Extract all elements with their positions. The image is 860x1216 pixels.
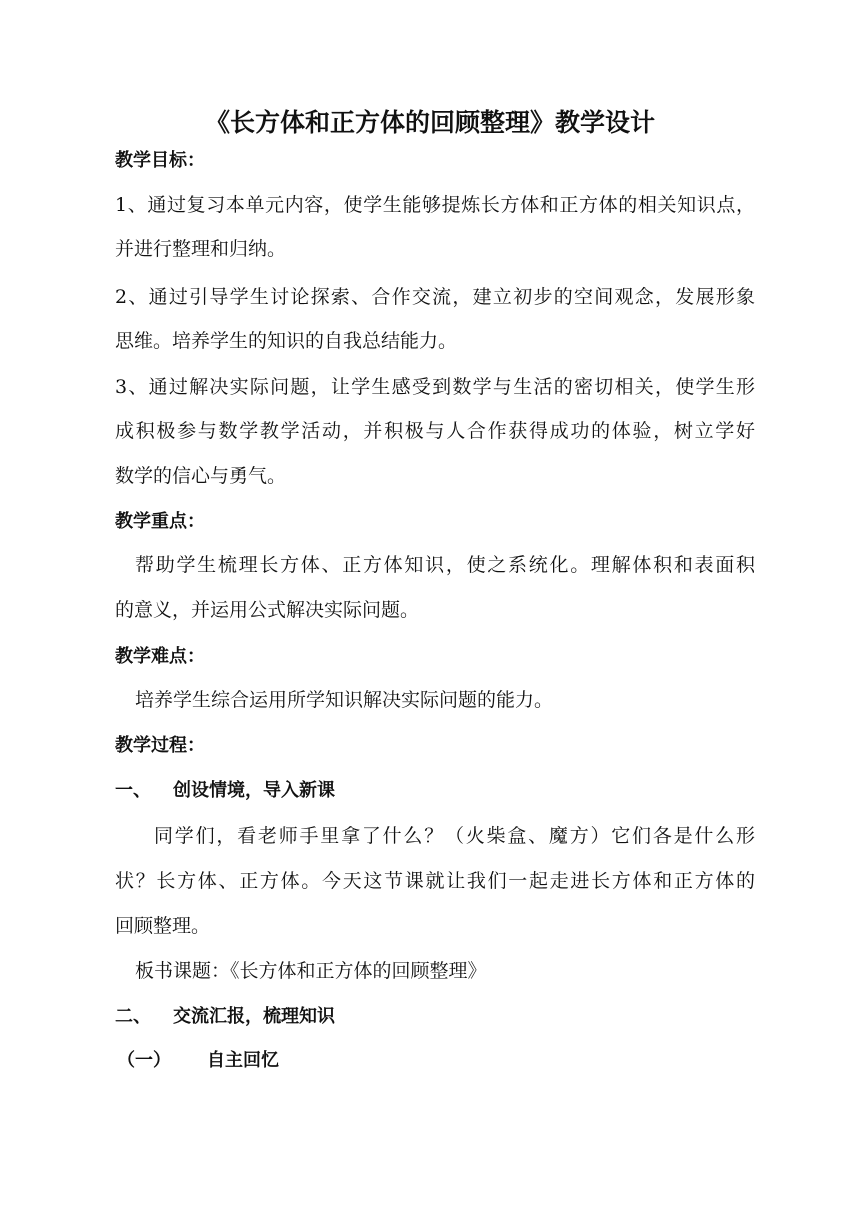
objective-3-line-3: 数学的信心与勇气。 bbox=[115, 465, 287, 487]
section-2-heading bbox=[115, 1006, 755, 1028]
subsection-1-number: （一） bbox=[117, 1050, 171, 1071]
objective-1-line-2: 并进行整理和归纳。 bbox=[115, 238, 287, 260]
section-1-title: 创设情境，导入新课 bbox=[173, 780, 335, 801]
section-2-number: 二、 bbox=[115, 1006, 151, 1027]
key-points-heading: 教学重点： bbox=[115, 511, 205, 532]
section-1-line-2: 状？长方体、正方体。今天这节课就让我们一起走进长方体和正方体的 bbox=[115, 870, 755, 892]
section-1-line-3: 回顾整理。 bbox=[115, 915, 211, 937]
section-1-number: 一、 bbox=[115, 780, 151, 801]
key-points-line-1: 帮助学生梳理长方体、正方体知识，使之系统化。理解体积和表面积 bbox=[135, 554, 755, 576]
objective-3-line-2: 成积极参与数学教学活动，并积极与人合作获得成功的体验，树立学好 bbox=[115, 420, 755, 442]
objective-2-line-2: 思维。培养学生的知识的自我总结能力。 bbox=[115, 330, 458, 352]
key-points-line-2: 的意义，并运用公式解决实际问题。 bbox=[115, 599, 420, 621]
difficulties-heading: 教学难点： bbox=[115, 646, 205, 667]
process-heading: 教学过程： bbox=[115, 735, 205, 756]
objective-3-line-1: 3、通过解决实际问题，让学生感受到数学与生活的密切相关，使学生形 bbox=[115, 376, 755, 398]
objective-1-line-1: 1、通过复习本单元内容，使学生能够提炼长方体和正方体的相关知识点， bbox=[115, 194, 755, 216]
subsection-1-heading bbox=[117, 1050, 757, 1072]
difficulties-text: 培养学生综合运用所学知识解决实际问题的能力。 bbox=[135, 689, 554, 711]
section-1-heading bbox=[115, 780, 755, 802]
section-1-line-1: 同学们，看老师手里拿了什么？（火柴盒、魔方）它们各是什么形 bbox=[154, 825, 755, 847]
subsection-1-title: 自主回忆 bbox=[207, 1050, 279, 1071]
document-title: 《长方体和正方体的回顾整理》教学设计 bbox=[204, 108, 655, 137]
board-title-text: 板书课题：《长方体和正方体的回顾整理》 bbox=[135, 960, 487, 982]
objectives-heading: 教学目标： bbox=[115, 150, 205, 171]
objective-2-line-1: 2、通过引导学生讨论探索、合作交流，建立初步的空间观念，发展形象 bbox=[115, 286, 755, 308]
section-2-title: 交流汇报，梳理知识 bbox=[173, 1006, 335, 1027]
